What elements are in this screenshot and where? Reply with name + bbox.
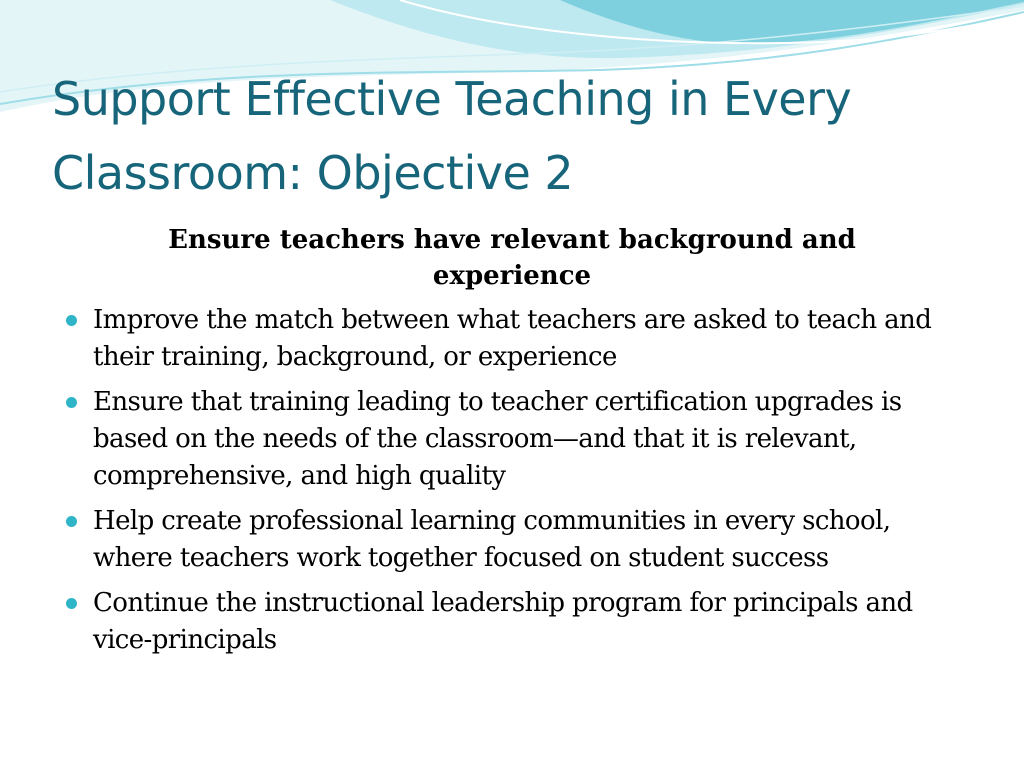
bullet-icon	[66, 598, 77, 609]
bullet-text: Ensure that training leading to teacher certification upgrades is based on the needs of the classroom—and that it is relevant, comprehensive, and high quality	[93, 387, 902, 491]
slide-title: Support Effective Teaching in Every Classroom: Objective 2	[52, 72, 852, 200]
slide-subtitle: Ensure teachers have relevant background and experience	[168, 225, 856, 291]
bullet-item	[60, 384, 970, 495]
bullet-item	[60, 302, 970, 376]
bullet-item	[60, 503, 970, 577]
bullet-list	[60, 302, 970, 667]
bullet-icon	[66, 315, 77, 326]
bullet-text: Continue the instructional leadership program for principals and vice-principals	[93, 588, 913, 655]
bullet-item	[60, 585, 970, 659]
bullet-icon	[66, 516, 77, 527]
bullet-text: Help create professional learning communities in every school, where teachers work together focused on student success	[93, 506, 891, 573]
bullet-icon	[66, 397, 77, 408]
bullet-text: Improve the match between what teachers are asked to teach and their training, background, or experience	[93, 305, 932, 372]
